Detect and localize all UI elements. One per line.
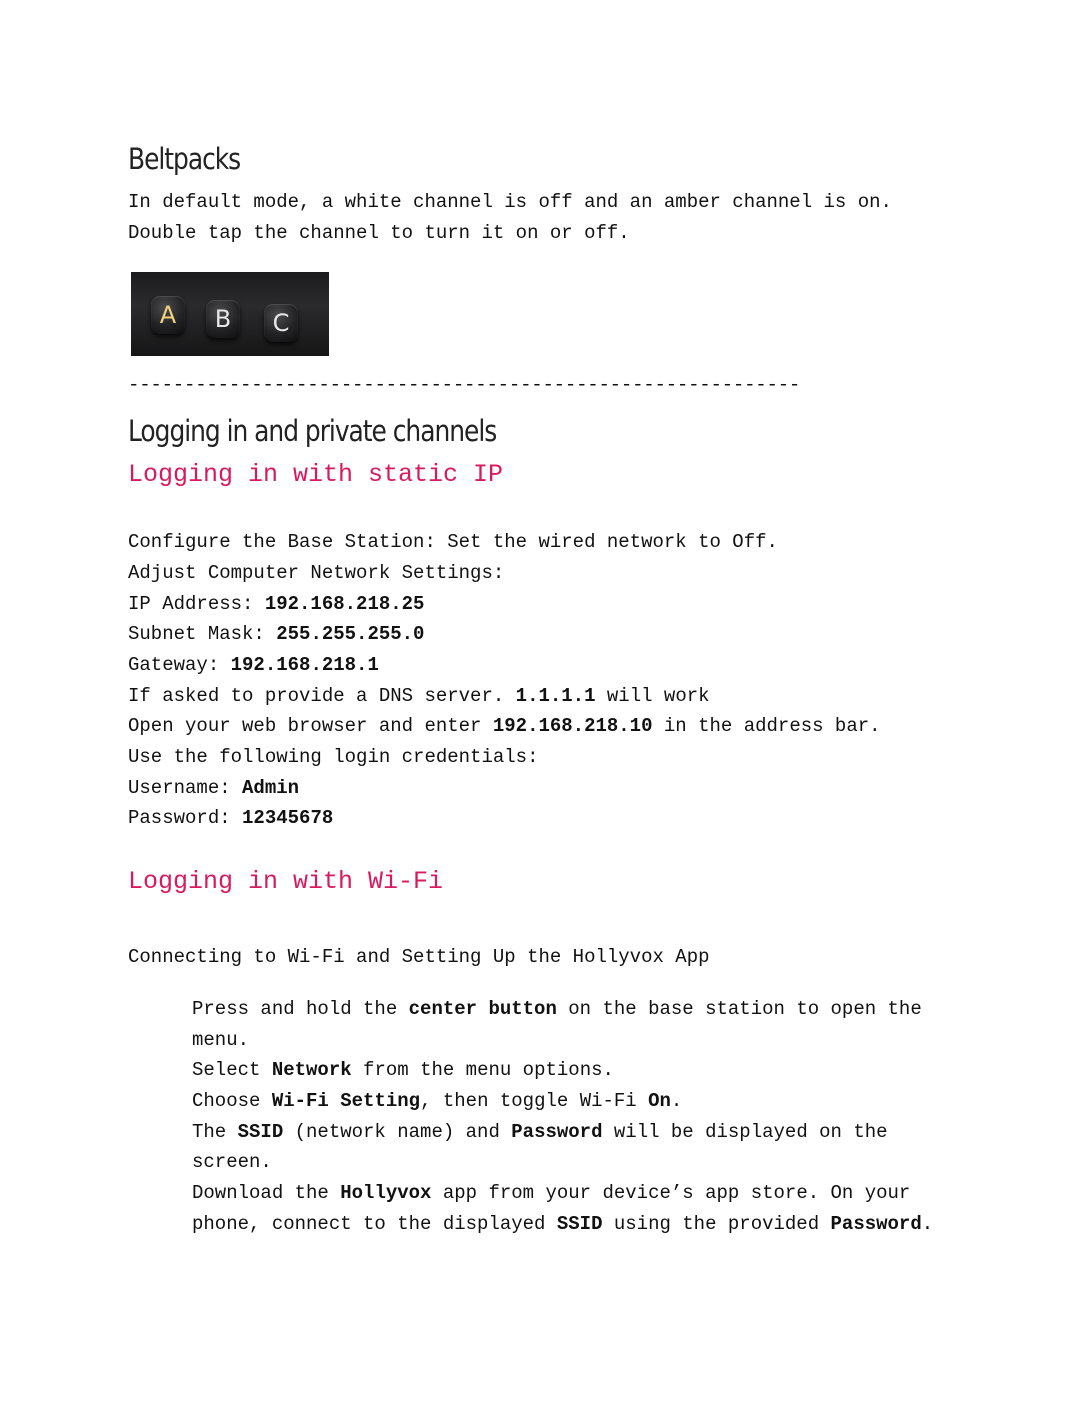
wifi-step-1-cont: menu.: [192, 1029, 250, 1051]
browser-line: [128, 711, 881, 741]
section-divider: ------------------------------------------------------------: [128, 374, 801, 396]
channel-key-c: [264, 304, 298, 342]
wifi-step-4-post: will be displayed on the: [602, 1121, 888, 1143]
subnet-mask-label: Subnet Mask:: [128, 623, 277, 645]
wifi-step-6-mid: using the provided: [602, 1213, 831, 1235]
wifi-step-2-post: from the menu options.: [351, 1059, 614, 1081]
browser-address-value: 192.168.218.10: [492, 715, 653, 737]
wifi-step-3-post: .: [670, 1090, 683, 1112]
wifi-intro: Connecting to Wi-Fi and Setting Up the Hollyvox App: [128, 946, 710, 968]
wifi-step-2: [192, 1055, 614, 1085]
password-value: 12345678: [242, 807, 334, 829]
beltpacks-text-1: In default mode, a white channel is off and an amber channel is on.: [128, 191, 892, 213]
wifi-step-6-pre: phone, connect to the displayed: [192, 1213, 557, 1235]
wifi-step-1-pre: Press and hold the: [192, 998, 409, 1020]
wifi-step-4-pre: The: [192, 1121, 238, 1143]
wifi-step-5-pre: Download the: [192, 1182, 341, 1204]
username-line: [128, 773, 299, 803]
channel-key-a-label: A: [159, 301, 177, 329]
wifi-step-6-bold: SSID: [556, 1213, 603, 1235]
wifi-step-6-post: .: [921, 1213, 934, 1235]
wifi-step-1-post: on the base station to open the: [556, 998, 922, 1020]
password-label: Password:: [128, 807, 243, 829]
login-heading: Logging in and private channels: [128, 414, 497, 448]
ip-address-line: [128, 589, 424, 619]
subnet-mask-line: [128, 619, 424, 649]
username-label: Username:: [128, 777, 243, 799]
wifi-step-3-bold-2: On: [648, 1090, 671, 1112]
dns-text-pre: If asked to provide a DNS server.: [128, 685, 516, 707]
wifi-step-1: [192, 994, 922, 1024]
wifi-step-4-mid: (network name) and: [283, 1121, 512, 1143]
ip-address-label: IP Address:: [128, 593, 265, 615]
beltpacks-heading: Beltpacks: [128, 142, 241, 176]
ip-address-value: 192.168.218.25: [264, 593, 425, 615]
browser-text-post: in the address bar.: [652, 715, 881, 737]
static-ip-heading: Logging in with static IP: [128, 460, 504, 489]
gateway-label: Gateway:: [128, 654, 231, 676]
channel-key-a: [151, 296, 185, 334]
wifi-step-1-bold: center button: [408, 998, 557, 1020]
username-value: Admin: [242, 777, 300, 799]
dns-line: [128, 681, 710, 711]
wifi-step-3-mid: , then toggle Wi-Fi: [420, 1090, 649, 1112]
wifi-step-4: [192, 1117, 888, 1147]
wifi-step-2-pre: Select: [192, 1059, 272, 1081]
gateway-value: 192.168.218.1: [230, 654, 379, 676]
wifi-step-6: [192, 1209, 933, 1239]
wifi-step-3: [192, 1086, 682, 1116]
wifi-step-4-bold-2: Password: [511, 1121, 603, 1143]
password-line: [128, 803, 333, 833]
credentials-text: Use the following login credentials:: [128, 746, 539, 768]
adjust-text: Adjust Computer Network Settings:: [128, 562, 505, 584]
wifi-heading: Logging in with Wi-Fi: [128, 867, 444, 896]
browser-text-pre: Open your web browser and enter: [128, 715, 493, 737]
configure-text: Configure the Base Station: Set the wired network to Off.: [128, 531, 778, 553]
wifi-step-3-pre: Choose: [192, 1090, 272, 1112]
beltpacks-text-2: Double tap the channel to turn it on or off.: [128, 222, 630, 244]
wifi-step-5-bold: Hollyvox: [340, 1182, 432, 1204]
gateway-line: [128, 650, 379, 680]
wifi-step-2-bold: Network: [271, 1059, 352, 1081]
wifi-step-5-post: app from your device’s app store. On your: [431, 1182, 911, 1204]
channel-key-c-label: C: [272, 309, 290, 337]
wifi-step-3-bold: Wi-Fi Setting: [271, 1090, 421, 1112]
dns-text-post: will work: [595, 685, 710, 707]
channel-key-b: [206, 300, 240, 338]
wifi-step-6-bold-2: Password: [830, 1213, 922, 1235]
dns-value: 1.1.1.1: [515, 685, 596, 707]
wifi-step-4-cont: screen.: [192, 1151, 272, 1173]
channel-buttons-photo: [131, 272, 329, 356]
wifi-step-4-bold: SSID: [237, 1121, 284, 1143]
subnet-mask-value: 255.255.255.0: [276, 623, 425, 645]
channel-key-b-label: B: [214, 305, 232, 333]
wifi-step-5: [192, 1178, 910, 1208]
